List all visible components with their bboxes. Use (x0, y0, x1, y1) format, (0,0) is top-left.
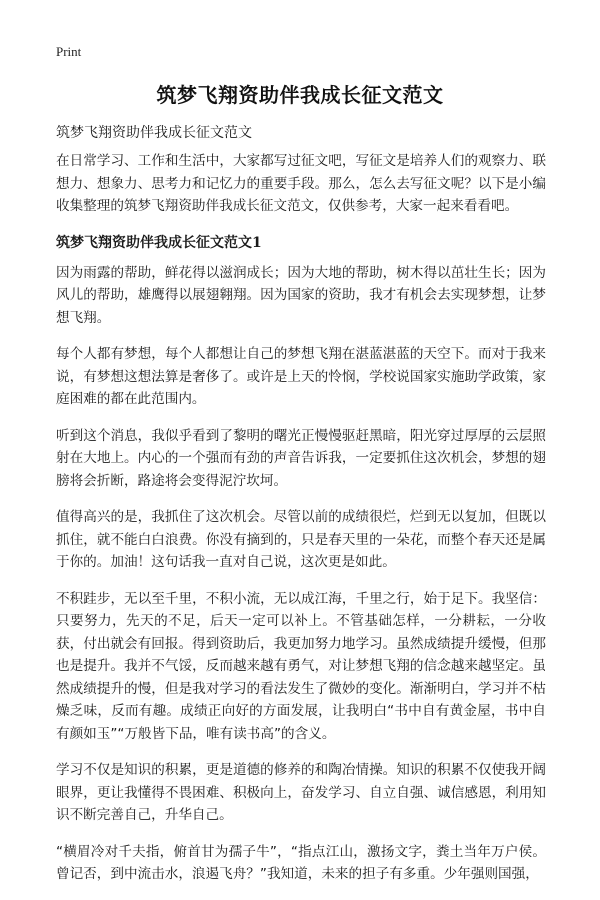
body-paragraph: “横眉冷对千夫指，俯首甘为孺子牛”，“指点江山，激扬文字，粪土当年万户侯。曾记否，到中流击水，浪遏飞舟？”我知道，未来的担子有多重。少年强则国强， (56, 843, 546, 882)
body-paragraph: 因为雨露的帮助，鲜花得以滋润成长；因为大地的帮助，树木得以茁壮生长；因为风儿的帮助，雄鹰得以展翅翱翔。因为国家的资助，我才有机会去实现梦想，让梦想飞翔。 (56, 264, 546, 326)
document-subtitle: 筑梦飞翔资助伴我成长征文范文 (56, 125, 252, 141)
page-title: 筑梦飞翔资助伴我成长征文范文 (156, 83, 444, 107)
section-heading: 筑梦飞翔资助伴我成长征文范文1 (56, 234, 262, 251)
print-link[interactable]: Print (56, 44, 82, 59)
body-paragraph: 值得高兴的是，我抓住了这次机会。尽管以前的成绩很烂，烂到无以复加，但既以抓住，就不能白白浪费。你没有摘到的，只是春天里的一朵花，而整个春天还是属于你的。加油！这句话我一直对自己说，这次更是如此。 (56, 509, 546, 570)
body-paragraph: 不积跬步，无以至千里，不积小流，无以成江海，千里之行，始于足下。我坚信：只要努力，先天的不足，后天一定可以补上。不管基础怎样，一分耕耘，一分收获，付出就会有回报。得到资助后，我更加努力地学习。虽然成绩提升缓慢，但那也是提升。我并不气馁，反而越来越有勇气，对让梦想飞翔的信念越来越坚定。虽然成绩提升的慢，但是我对学习的看法发生了微妙的变化。渐渐明白，学习并不枯燥乏味，反而有趣。成绩正向好的方面发展，让我明白“书中自有黄金屋，书中自有颜如玉”“万般皆下品，唯有读书高”的含义。 (56, 590, 546, 742)
intro-paragraph: 在日常学习、工作和生活中，大家都写过征文吧，写征文是培养人们的观察力、联想力、想象力、思考力和记忆力的重要手段。那么，怎么去写征文呢？以下是小编收集整理的筑梦飞翔资助伴我成长征文范文，仅供参考，大家一起来看看吧。 (56, 153, 546, 214)
document-body (56, 150, 546, 900)
body-paragraph: 每个人都有梦想，每个人都想让自己的梦想飞翔在湛蓝湛蓝的天空下。而对于我来说，有梦想这想法算是奢侈了。或许是上天的怜悯，学校说国家实施助学政策，家庭困难的都在此范围内。 (56, 346, 546, 407)
body-paragraph: 听到这个消息，我似乎看到了黎明的曙光正慢慢驱赶黑暗，阳光穿过厚厚的云层照射在大地上。内心的一个强而有劲的声音告诉我，一定要抓住这次机会，梦想的翅膀将会折断，路途将会变得泥泞坎坷。 (56, 427, 546, 489)
body-paragraph: 学习不仅是知识的积累，更是道德的修养的和陶冶情操。知识的积累不仅使我开阔眼界，更让我懂得不畏困难、积极向上，奋发学习、自立自强、诚信感恩，利用知识不断完善自己，升华自己。 (56, 762, 546, 823)
